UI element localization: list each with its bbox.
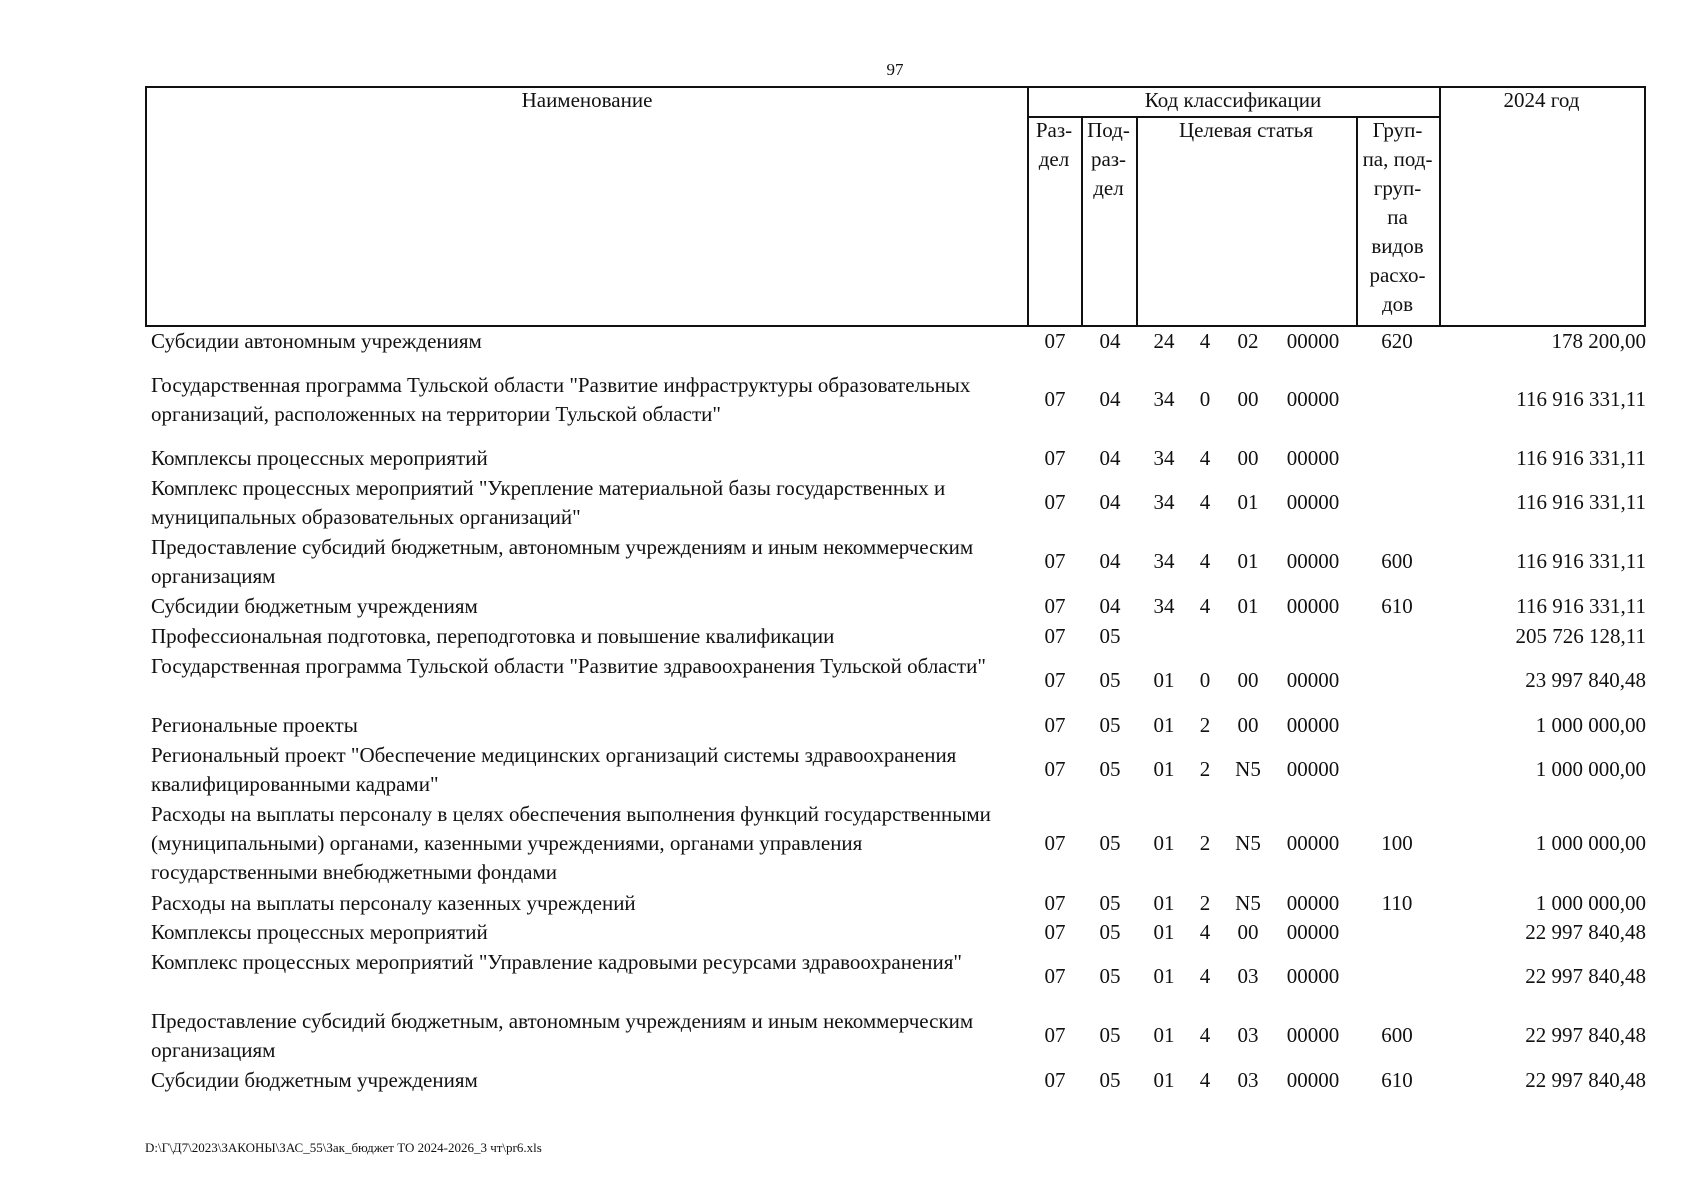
row-amount: 116 916 331,11 — [1516, 387, 1646, 411]
row-target-element: N5 — [1235, 831, 1261, 855]
header-text: дел — [1038, 147, 1070, 171]
row-target-direction: 00000 — [1286, 446, 1340, 470]
table-row — [0, 444, 1696, 473]
row-name: Региональный проект "Обеспечение медицинских организаций системы здравоохранения квалифицированными кадрами" — [151, 743, 957, 796]
row-target-element: 02 — [1237, 329, 1259, 353]
row-razdel: 07 — [1044, 831, 1066, 855]
row-razdel: 07 — [1044, 490, 1066, 514]
row-name: Комплексы процессных мероприятий — [151, 920, 488, 944]
row-amount: 178 200,00 — [1551, 329, 1646, 353]
row-podrazdel: 05 — [1099, 624, 1121, 648]
row-podrazdel: 05 — [1099, 713, 1121, 737]
row-razdel: 07 — [1044, 757, 1066, 781]
row-razdel: 07 — [1044, 920, 1066, 944]
row-target-type: 4 — [1199, 964, 1211, 988]
row-target-program: 01 — [1153, 668, 1175, 692]
row-target-element: 00 — [1237, 920, 1259, 944]
row-target-program: 01 — [1153, 1023, 1175, 1047]
row-podrazdel: 04 — [1099, 387, 1121, 411]
row-target-type: 4 — [1199, 1023, 1211, 1047]
row-target-direction: 00000 — [1286, 549, 1340, 573]
row-target-program: 01 — [1153, 831, 1175, 855]
row-target-direction: 00000 — [1286, 387, 1340, 411]
header-text: дел — [1093, 176, 1124, 200]
row-target-type: 0 — [1199, 387, 1211, 411]
row-group: 100 — [1381, 831, 1413, 855]
row-razdel: 07 — [1044, 387, 1066, 411]
row-target-program: 34 — [1153, 594, 1175, 618]
row-group: 610 — [1381, 1068, 1413, 1092]
row-target-type: 4 — [1199, 920, 1211, 944]
row-target-type: 0 — [1199, 668, 1211, 692]
header-text: Под- — [1087, 118, 1130, 142]
row-target-program: 34 — [1153, 549, 1175, 573]
table-row — [0, 1066, 1696, 1095]
row-target-direction: 00000 — [1286, 490, 1340, 514]
row-target-direction: 00000 — [1286, 1068, 1340, 1092]
row-target-program: 01 — [1153, 964, 1175, 988]
row-name: Субсидии автономным учреждениям — [151, 329, 482, 353]
row-amount: 23 997 840,48 — [1525, 668, 1646, 692]
column-header-target: Целевая статья — [1178, 118, 1314, 142]
row-target-program: 34 — [1153, 387, 1175, 411]
row-razdel: 07 — [1044, 713, 1066, 737]
table-row — [0, 533, 1696, 591]
row-razdel: 07 — [1044, 446, 1066, 470]
table-row — [0, 327, 1696, 356]
row-group: 610 — [1381, 594, 1413, 618]
table-row — [0, 711, 1696, 740]
row-amount: 1 000 000,00 — [1535, 831, 1646, 855]
row-target-direction: 00000 — [1286, 964, 1340, 988]
row-target-type: 4 — [1199, 446, 1211, 470]
row-podrazdel: 05 — [1099, 891, 1121, 915]
row-target-direction: 00000 — [1286, 713, 1340, 737]
row-target-program: 01 — [1153, 891, 1175, 915]
column-header-classification: Код классификации — [1144, 88, 1322, 112]
row-target-element: 03 — [1237, 1068, 1259, 1092]
row-podrazdel: 05 — [1099, 964, 1121, 988]
row-podrazdel: 05 — [1099, 831, 1121, 855]
row-target-type: 4 — [1199, 594, 1211, 618]
row-amount: 22 997 840,48 — [1525, 1023, 1646, 1047]
row-amount: 22 997 840,48 — [1525, 1068, 1646, 1092]
row-razdel: 07 — [1044, 668, 1066, 692]
table-row — [0, 741, 1696, 799]
row-podrazdel: 05 — [1099, 668, 1121, 692]
row-amount: 22 997 840,48 — [1525, 920, 1646, 944]
row-target-type: 4 — [1199, 549, 1211, 573]
page-number: 97 — [886, 60, 904, 79]
row-group: 600 — [1381, 1023, 1413, 1047]
row-target-element: 01 — [1237, 549, 1259, 573]
row-podrazdel: 04 — [1099, 329, 1121, 353]
row-target-element: 00 — [1237, 713, 1259, 737]
row-amount: 1 000 000,00 — [1535, 891, 1646, 915]
row-target-element: N5 — [1235, 891, 1261, 915]
row-name: Предоставление субсидий бюджетным, автономным учреждениям и иным некоммерческим организациям — [151, 1009, 974, 1062]
column-header-name: Наименование — [521, 88, 653, 112]
row-target-program: 34 — [1153, 490, 1175, 514]
table-row — [0, 948, 1696, 1006]
row-target-program: 01 — [1153, 757, 1175, 781]
header-text: дов — [1381, 292, 1414, 316]
row-name: Комплекс процессных мероприятий "Управление кадровыми ресурсами здравоохранения" — [151, 950, 963, 974]
row-amount: 1 000 000,00 — [1535, 713, 1646, 737]
row-target-direction: 00000 — [1286, 757, 1340, 781]
row-target-element: 03 — [1237, 964, 1259, 988]
row-name: Государственная программа Тульской области "Развитие инфраструктуры образовательных организаций, расположенных на территории Тульской области" — [151, 373, 971, 426]
row-target-element: 00 — [1237, 668, 1259, 692]
table-row — [0, 592, 1696, 621]
row-target-element: 00 — [1237, 387, 1259, 411]
row-amount: 116 916 331,11 — [1516, 490, 1646, 514]
row-target-type: 2 — [1199, 757, 1211, 781]
row-name: Государственная программа Тульской области "Развитие здравоохранения Тульской области" — [151, 654, 986, 678]
row-target-direction: 00000 — [1286, 831, 1340, 855]
row-target-direction: 00000 — [1286, 329, 1340, 353]
table-row — [0, 371, 1696, 429]
row-amount: 22 997 840,48 — [1525, 964, 1646, 988]
row-target-direction: 00000 — [1286, 594, 1340, 618]
header-text: видов — [1371, 234, 1424, 258]
header-text: Раз- — [1035, 118, 1073, 142]
row-target-program: 01 — [1153, 920, 1175, 944]
row-name: Субсидии бюджетным учреждениям — [151, 594, 478, 618]
row-amount: 116 916 331,11 — [1516, 594, 1646, 618]
row-podrazdel: 05 — [1099, 1068, 1121, 1092]
row-target-element: N5 — [1235, 757, 1261, 781]
row-target-element: 01 — [1237, 594, 1259, 618]
row-name: Расходы на выплаты персоналу казенных учреждений — [151, 891, 636, 915]
row-name: Комплекс процессных мероприятий "Укрепление материальной базы государственных и муниципальных образовательных организаций" — [151, 476, 946, 529]
row-razdel: 07 — [1044, 549, 1066, 573]
row-podrazdel: 04 — [1099, 549, 1121, 573]
row-name: Расходы на выплаты персоналу в целях обеспечения выполнения функций государственными (муниципальными) органами, казенными учреждениями, органами управления государственными внебюджетными фондами — [151, 802, 991, 884]
row-amount: 116 916 331,11 — [1516, 446, 1646, 470]
row-group: 620 — [1381, 329, 1413, 353]
row-name: Региональные проекты — [151, 713, 358, 737]
row-amount: 205 726 128,11 — [1515, 624, 1646, 648]
row-target-element: 00 — [1237, 446, 1259, 470]
header-text: Груп- — [1372, 118, 1423, 142]
row-podrazdel: 04 — [1099, 490, 1121, 514]
row-group: 110 — [1381, 891, 1413, 915]
table-row — [0, 652, 1696, 710]
row-group: 600 — [1381, 549, 1413, 573]
table-row — [0, 622, 1696, 651]
row-target-type: 2 — [1199, 891, 1211, 915]
row-target-type: 2 — [1199, 713, 1211, 737]
row-target-program: 24 — [1153, 329, 1175, 353]
row-name: Профессиональная подготовка, переподготовка и повышение квалификации — [151, 624, 835, 648]
row-amount: 116 916 331,11 — [1516, 549, 1646, 573]
row-podrazdel: 05 — [1099, 920, 1121, 944]
row-target-program: 34 — [1153, 446, 1175, 470]
row-target-type: 4 — [1199, 1068, 1211, 1092]
row-podrazdel: 05 — [1099, 1023, 1121, 1047]
row-target-program: 01 — [1153, 1068, 1175, 1092]
row-amount: 1 000 000,00 — [1535, 757, 1646, 781]
row-razdel: 07 — [1044, 891, 1066, 915]
row-name: Комплексы процессных мероприятий — [151, 446, 488, 470]
row-razdel: 07 — [1044, 329, 1066, 353]
file-path-footer: D:\Г\Д7\2023\ЗАКОНЫ\ЗАС_55\Зак_бюджет ТО 2024-2026_3 чт\pr6.xls — [145, 1140, 542, 1155]
row-podrazdel: 04 — [1099, 446, 1121, 470]
row-name: Субсидии бюджетным учреждениям — [151, 1068, 478, 1092]
table-row — [0, 889, 1696, 918]
table-row — [0, 800, 1696, 887]
row-target-direction: 00000 — [1286, 920, 1340, 944]
row-target-program: 01 — [1153, 713, 1175, 737]
row-target-direction: 00000 — [1286, 891, 1340, 915]
row-podrazdel: 05 — [1099, 757, 1121, 781]
header-text: па, под- — [1362, 147, 1433, 171]
row-target-type: 4 — [1199, 329, 1211, 353]
row-razdel: 07 — [1044, 594, 1066, 618]
table-row — [0, 474, 1696, 532]
row-target-element: 01 — [1237, 490, 1259, 514]
row-target-type: 2 — [1199, 831, 1211, 855]
header-text: груп- — [1373, 176, 1422, 200]
table-row — [0, 1007, 1696, 1065]
row-razdel: 07 — [1044, 624, 1066, 648]
header-text: раз- — [1090, 147, 1127, 171]
row-target-element: 03 — [1237, 1023, 1259, 1047]
row-target-type: 4 — [1199, 490, 1211, 514]
row-razdel: 07 — [1044, 964, 1066, 988]
row-target-direction: 00000 — [1286, 668, 1340, 692]
row-name: Предоставление субсидий бюджетным, автономным учреждениям и иным некоммерческим организациям — [151, 535, 974, 588]
row-podrazdel: 04 — [1099, 594, 1121, 618]
row-razdel: 07 — [1044, 1068, 1066, 1092]
table-row — [0, 918, 1696, 947]
header-text: па — [1387, 205, 1408, 229]
column-header-year: 2024 год — [1503, 88, 1580, 112]
row-target-direction: 00000 — [1286, 1023, 1340, 1047]
header-text: расхо- — [1369, 263, 1426, 287]
row-razdel: 07 — [1044, 1023, 1066, 1047]
